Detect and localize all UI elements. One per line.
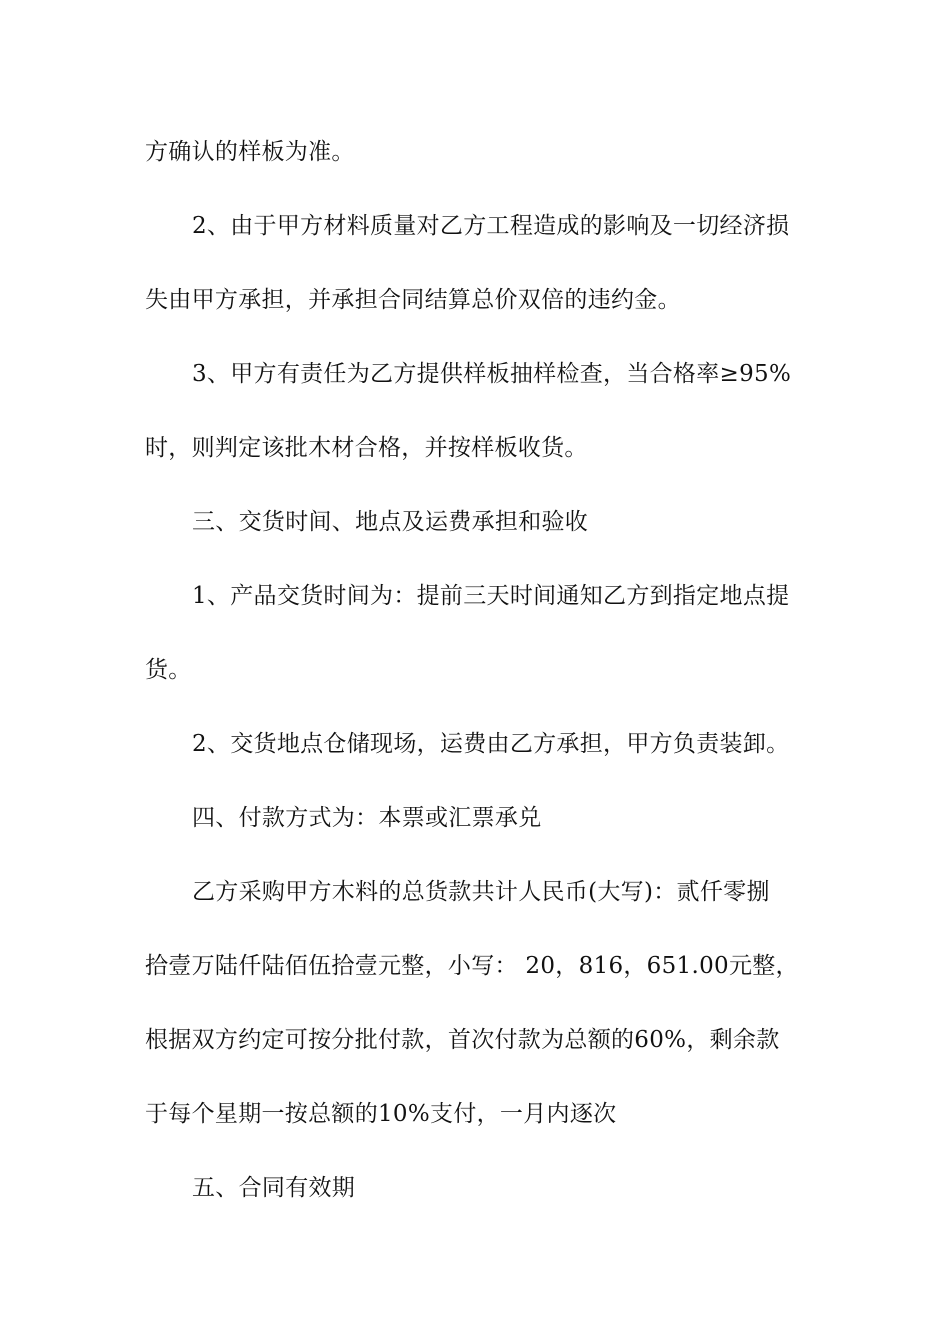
text-line-5: 时，则判定该批木材合格，并按样板收货。	[145, 435, 588, 461]
section-heading-4: 四、付款方式为：本票或汇票承兑	[192, 805, 542, 831]
text-line-11: 乙方采购甲方木料的总货款共计人民币(大写)：贰仟零捌	[192, 879, 770, 905]
text-line-8: 货。	[145, 657, 192, 683]
text-line-3: 失由甲方承担，并承担合同结算总价双倍的违约金。	[145, 287, 681, 313]
text-line-14: 于每个星期一按总额的10%支付，一月内逐次	[145, 1101, 617, 1127]
section-heading-5: 五、合同有效期	[192, 1175, 356, 1201]
text-line-4: 3、甲方有责任为乙方提供样板抽样检查，当合格率≥95%	[192, 361, 792, 387]
text-line-1: 方确认的样板为准。	[145, 139, 355, 165]
text-line-9: 2、交货地点仓储现场，运费由乙方承担，甲方负责装卸。	[192, 731, 790, 757]
text-line-12: 拾壹万陆仟陆佰伍拾壹元整，小写： 20，816，651.00元整，	[145, 953, 799, 979]
text-line-2: 2、由于甲方材料质量对乙方工程造成的影响及一切经济损	[192, 213, 790, 239]
text-line-7: 1、产品交货时间为：提前三天时间通知乙方到指定地点提	[192, 583, 790, 609]
section-heading-3: 三、交货时间、地点及运费承担和验收	[192, 509, 589, 535]
text-line-13: 根据双方约定可按分批付款，首次付款为总额的60%，剩余款	[145, 1027, 780, 1053]
